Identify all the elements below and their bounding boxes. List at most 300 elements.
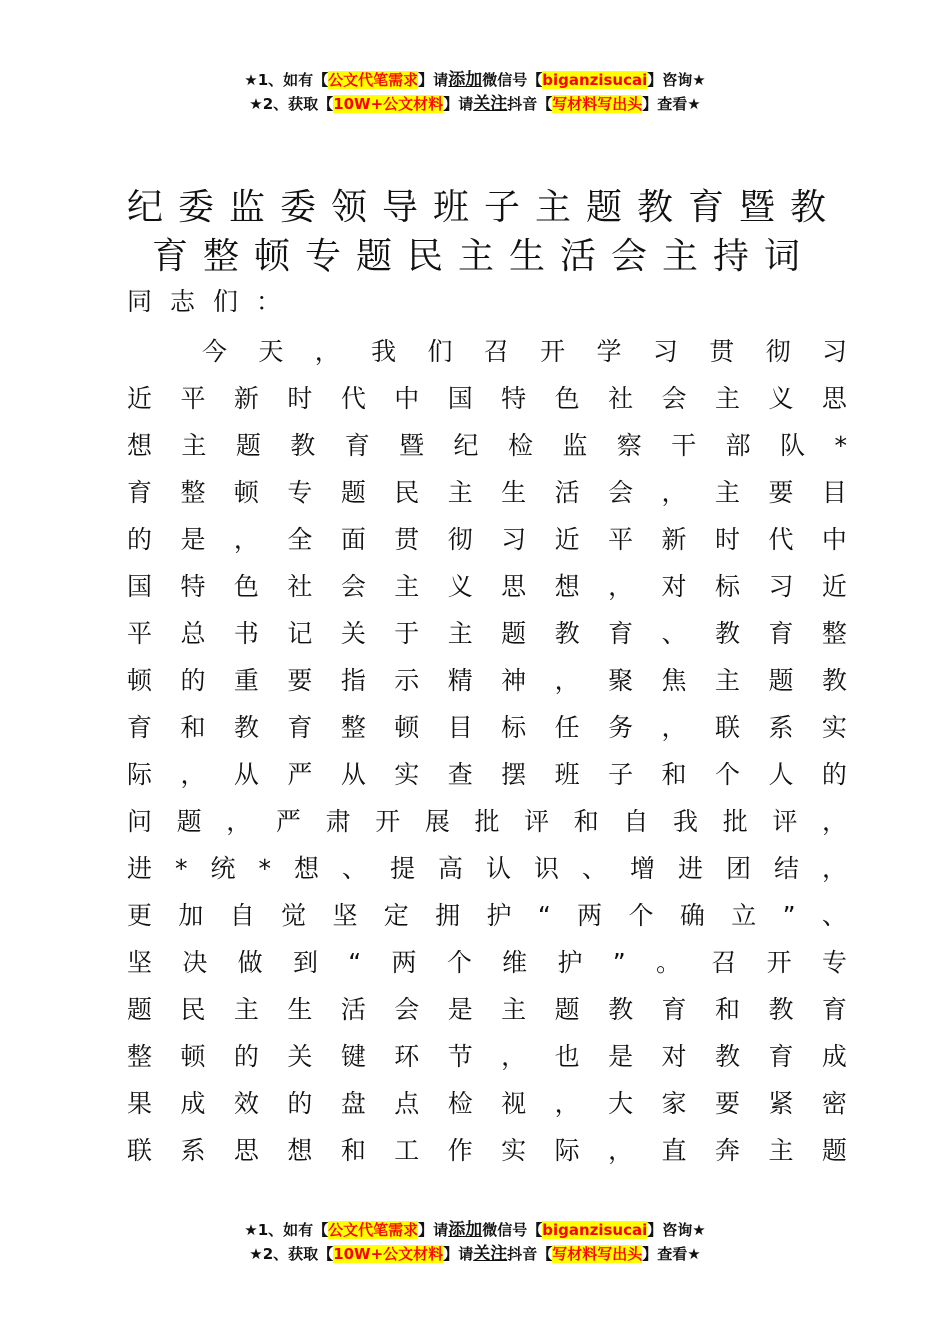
body-char: 和 [340, 1136, 366, 1165]
body-char: 增 [629, 854, 655, 883]
body-char: 召 [483, 337, 509, 366]
banner-text: 】咨询★ [647, 1221, 706, 1239]
body-char: 也 [554, 1042, 580, 1071]
body-char: 整 [340, 713, 366, 742]
body-char: 教 [714, 1042, 740, 1071]
body-char: 评 [772, 807, 798, 836]
body-char: 主 [501, 995, 527, 1024]
body-char: 学 [596, 337, 622, 366]
body-char: 的 [127, 525, 153, 554]
body-char: 部 [725, 431, 751, 460]
body-char: 批 [722, 807, 748, 836]
body-char: 精 [447, 666, 473, 695]
body-char: 义 [447, 572, 473, 601]
body-char: 实 [821, 713, 847, 742]
body-char: 义 [768, 384, 794, 413]
body-char: 教 [233, 713, 259, 742]
body-char: 中 [821, 525, 847, 554]
body-line [127, 375, 847, 422]
body-char: 色 [554, 384, 580, 413]
body-char: 维 [502, 948, 528, 977]
body-char: 平 [127, 619, 153, 648]
body-char: 自 [623, 807, 649, 836]
body-line [127, 657, 847, 704]
body-char: 拥 [435, 901, 461, 930]
body-char: 检 [507, 431, 533, 460]
body-char: 思 [821, 384, 847, 413]
body-char: 想 [287, 1136, 313, 1165]
body-char: “ [537, 901, 551, 930]
body-char: 贯 [394, 525, 420, 554]
body-char: 社 [287, 572, 313, 601]
body-char: 育 [821, 995, 847, 1024]
body-char: * [175, 854, 188, 883]
body-char: 个 [628, 901, 654, 930]
banner-highlight: 公文代笔需求 [328, 71, 419, 89]
banner-underline: 添加 [448, 1220, 483, 1240]
body-char: ， [226, 807, 252, 836]
body-char: 教 [768, 995, 794, 1024]
body-char: 自 [229, 901, 255, 930]
body-line [127, 469, 847, 516]
banner-line-2 [0, 92, 950, 116]
banner-line-1 [0, 68, 950, 92]
body-char: 习 [652, 337, 678, 366]
body-char: 民 [180, 995, 206, 1024]
salutation: 同志们： [127, 287, 300, 316]
body-char: 育 [608, 619, 634, 648]
banner-underline: 关注 [473, 94, 508, 114]
body-char: 教 [714, 619, 740, 648]
body-char: 想 [293, 854, 319, 883]
body-line [127, 751, 847, 798]
body-char: 今 [202, 337, 228, 366]
body-char: * [834, 431, 847, 460]
body-char: 神 [501, 666, 527, 695]
body-char: 指 [340, 666, 366, 695]
banner-text: 】请 [418, 71, 449, 89]
body-char: 系 [768, 713, 794, 742]
body-char: 整 [180, 478, 206, 507]
body-char: 习 [501, 525, 527, 554]
body-char: 教 [290, 431, 316, 460]
body-char: 记 [287, 619, 313, 648]
body-char: 察 [616, 431, 642, 460]
body-char: 顿 [233, 478, 259, 507]
body-char: 主 [714, 478, 740, 507]
body-char: 人 [768, 760, 794, 789]
body-char: 务 [608, 713, 634, 742]
body-char: 展 [424, 807, 450, 836]
body-char: 评 [524, 807, 550, 836]
body-char: 进 [127, 854, 153, 883]
body-char: 摆 [501, 760, 527, 789]
banner-highlight: biganzisucai [542, 1221, 648, 1239]
banner-text: ★1、如有【 [244, 71, 329, 89]
body-char: 们 [427, 337, 453, 366]
body-line [127, 892, 847, 939]
body-char: 于 [394, 619, 420, 648]
body-char: 开 [766, 948, 792, 977]
banner-text: 】请 [443, 1245, 474, 1263]
body-char: 题 [235, 431, 261, 460]
body-char: 会 [608, 478, 634, 507]
body-char: ， [501, 1042, 527, 1071]
body-char: 查 [447, 760, 473, 789]
body-char: 题 [176, 807, 202, 836]
body-char: 和 [714, 995, 740, 1024]
banner-text: 微信号【 [482, 1221, 543, 1239]
body-char: 大 [608, 1089, 634, 1118]
body-char: 育 [287, 713, 313, 742]
body-char: ， [554, 666, 580, 695]
body-char: 护 [486, 901, 512, 930]
body-line [127, 516, 847, 563]
body-char: 教 [554, 619, 580, 648]
banner-highlight: 公文代笔需求 [328, 1221, 419, 1239]
body-char: “ [348, 948, 362, 977]
body-char: 奔 [714, 1136, 740, 1165]
body-line [127, 1127, 847, 1174]
body-char: 盘 [340, 1089, 366, 1118]
body-char: 个 [714, 760, 740, 789]
body-char: 联 [127, 1136, 153, 1165]
body-char: 标 [714, 572, 740, 601]
body-char: 习 [821, 337, 847, 366]
body-char: 识 [533, 854, 559, 883]
body-char: 育 [127, 478, 153, 507]
body-line [127, 845, 847, 892]
body-char: 题 [340, 478, 366, 507]
body-char: 开 [375, 807, 401, 836]
body-char: 际 [554, 1136, 580, 1165]
body-char: 生 [287, 995, 313, 1024]
body-line [127, 563, 847, 610]
body-char: 整 [821, 619, 847, 648]
banner-text: 】请 [443, 95, 474, 113]
body-line [127, 1033, 847, 1080]
body-line [127, 939, 847, 986]
body-char: 新 [661, 525, 687, 554]
body-char: 视 [501, 1089, 527, 1118]
footer-banner [0, 1218, 950, 1266]
body-char: 专 [821, 948, 847, 977]
body-char: 会 [661, 384, 687, 413]
body-char: 统 [210, 854, 236, 883]
body-char: 干 [671, 431, 697, 460]
body-char: ， [661, 713, 687, 742]
banner-text: 抖音【 [507, 1245, 553, 1263]
banner-text: 抖音【 [507, 95, 553, 113]
body-char: 主 [394, 572, 420, 601]
document-title-line-2: 育整顿专题民主生活会主持词 [152, 236, 816, 277]
body-char: 和 [573, 807, 599, 836]
body-char: 示 [394, 666, 420, 695]
body-char: 目 [821, 478, 847, 507]
body-char: 是 [180, 525, 206, 554]
body-char: 目 [447, 713, 473, 742]
body-char: 肃 [325, 807, 351, 836]
body-char: 彻 [765, 337, 791, 366]
body-char: 觉 [281, 901, 307, 930]
document-title-line-1: 纪委监委领导班子主题教育暨教 [127, 187, 842, 228]
banner-line-1 [0, 1218, 950, 1242]
body-char: 是 [608, 1042, 634, 1071]
body-char: 天 [258, 337, 284, 366]
body-char: 中 [394, 384, 420, 413]
body-char: 的 [287, 1089, 313, 1118]
body-char: 键 [340, 1042, 366, 1071]
body-char: 想 [554, 572, 580, 601]
body-line [127, 986, 847, 1033]
body-char: ， [821, 854, 847, 883]
body-char: 队 [780, 431, 806, 460]
body-char: 我 [371, 337, 397, 366]
body-char: ， [608, 572, 634, 601]
body-char: 高 [437, 854, 463, 883]
body-char: ， [314, 337, 340, 366]
banner-line-2 [0, 1242, 950, 1266]
body-char: 团 [725, 854, 751, 883]
body-char: 关 [287, 1042, 313, 1071]
body-char: 效 [233, 1089, 259, 1118]
body-char: 关 [340, 619, 366, 648]
body-char: 批 [474, 807, 500, 836]
body-char: 题 [501, 619, 527, 648]
body-char: 开 [540, 337, 566, 366]
body-char: 题 [768, 666, 794, 695]
body-char: 要 [768, 478, 794, 507]
body-char: 从 [340, 760, 366, 789]
banner-highlight: 10W+公文材料 [333, 95, 444, 113]
body-char: 检 [447, 1089, 473, 1118]
body-char: 思 [233, 1136, 259, 1165]
banner-text: 】查看★ [642, 1245, 701, 1263]
body-char: 特 [501, 384, 527, 413]
body-char: 的 [821, 760, 847, 789]
body-char: 的 [233, 1042, 259, 1071]
body-char: 决 [182, 948, 208, 977]
body-char: ” [612, 948, 626, 977]
body-char: 点 [394, 1089, 420, 1118]
body-char: 坚 [332, 901, 358, 930]
body-char: 家 [661, 1089, 687, 1118]
body-char: 思 [501, 572, 527, 601]
banner-text: 】请 [418, 1221, 449, 1239]
body-char: ， [554, 1089, 580, 1118]
body-char: 、 [581, 854, 607, 883]
body-char: 焦 [661, 666, 687, 695]
body-char: 活 [554, 478, 580, 507]
body-char: 专 [287, 478, 313, 507]
body-char: 彻 [447, 525, 473, 554]
body-char: 密 [821, 1089, 847, 1118]
body-char: 主 [233, 995, 259, 1024]
body-char: 全 [287, 525, 313, 554]
body-char: 是 [447, 995, 473, 1024]
body-char: 个 [446, 948, 472, 977]
body-char: 社 [608, 384, 634, 413]
body-char: 会 [340, 572, 366, 601]
body-char: 顿 [394, 713, 420, 742]
body-char: 和 [180, 713, 206, 742]
body-char: 顿 [180, 1042, 206, 1071]
body-char: 提 [389, 854, 415, 883]
body-char: ， [821, 807, 847, 836]
body-char: 整 [127, 1042, 153, 1071]
body-char: 系 [180, 1136, 206, 1165]
body-char: 从 [233, 760, 259, 789]
body-char: 作 [447, 1136, 473, 1165]
body-char: 育 [344, 431, 370, 460]
banner-highlight: 10W+公文材料 [333, 1245, 444, 1263]
body-char: ， [608, 1136, 634, 1165]
body-char: 育 [768, 619, 794, 648]
body-char: 立 [731, 901, 757, 930]
body-char: 总 [180, 619, 206, 648]
body-line [127, 798, 847, 845]
body-char: 实 [501, 1136, 527, 1165]
body-char: 时 [287, 384, 313, 413]
body-char: 育 [768, 1042, 794, 1071]
body-char: ， [661, 478, 687, 507]
body-line [127, 704, 847, 751]
body-char: 新 [233, 384, 259, 413]
body-line [127, 610, 847, 657]
body-char: 要 [714, 1089, 740, 1118]
body-char: 色 [233, 572, 259, 601]
body-char: 暨 [399, 431, 425, 460]
banner-text: ★2、获取【 [249, 95, 334, 113]
body-char: 主 [714, 384, 740, 413]
body-char: 果 [127, 1089, 153, 1118]
body-char: 更 [127, 901, 153, 930]
body-char: 时 [714, 525, 740, 554]
body-char: 子 [608, 760, 634, 789]
body-char: 会 [394, 995, 420, 1024]
body-char: 和 [661, 760, 687, 789]
body-char: 近 [554, 525, 580, 554]
body-char: 国 [127, 572, 153, 601]
body-char: 活 [340, 995, 366, 1024]
body-char: 成 [180, 1089, 206, 1118]
body-char: 国 [447, 384, 473, 413]
body-char: ” [782, 901, 796, 930]
body-char: 纪 [453, 431, 479, 460]
banner-text: ★2、获取【 [249, 1245, 334, 1263]
body-line [127, 422, 847, 469]
body-char: 定 [383, 901, 409, 930]
body-char: 严 [275, 807, 301, 836]
body-char: 民 [394, 478, 420, 507]
body-line [127, 328, 847, 375]
body-char: 班 [554, 760, 580, 789]
body-char: 主 [714, 666, 740, 695]
body-char: 想 [127, 431, 153, 460]
body-char: 育 [661, 995, 687, 1024]
body-char: 、 [341, 854, 367, 883]
banner-text: ★1、如有【 [244, 1221, 329, 1239]
body-char: 主 [181, 431, 207, 460]
body-char: 书 [233, 619, 259, 648]
body-char: 重 [233, 666, 259, 695]
body-char: 主 [768, 1136, 794, 1165]
body-char: 、 [821, 901, 847, 930]
body-char: 教 [821, 666, 847, 695]
body-char: 到 [292, 948, 318, 977]
body-char: 、 [661, 619, 687, 648]
body-char: 聚 [608, 666, 634, 695]
body-char: 平 [180, 384, 206, 413]
body-char: 题 [127, 995, 153, 1024]
body-text [127, 328, 847, 1174]
body-char: 教 [608, 995, 634, 1024]
banner-highlight: 写材料写出头 [552, 1245, 643, 1263]
body-char: 特 [180, 572, 206, 601]
body-char: 对 [661, 1042, 687, 1071]
body-char: 联 [714, 713, 740, 742]
body-char: 结 [773, 854, 799, 883]
body-char: 近 [821, 572, 847, 601]
body-char: 问 [127, 807, 153, 836]
body-char: 对 [661, 572, 687, 601]
banner-highlight: 写材料写出头 [552, 95, 643, 113]
body-char: 代 [340, 384, 366, 413]
body-char: 环 [394, 1042, 420, 1071]
body-char: 面 [340, 525, 366, 554]
body-char: 标 [501, 713, 527, 742]
body-char: 顿 [127, 666, 153, 695]
banner-underline: 添加 [448, 70, 483, 90]
banner-text: 微信号【 [482, 71, 543, 89]
body-char: 习 [768, 572, 794, 601]
body-char: 直 [661, 1136, 687, 1165]
body-line [127, 1080, 847, 1127]
body-char: 主 [447, 478, 473, 507]
body-char: ， [233, 525, 259, 554]
body-char: 代 [768, 525, 794, 554]
banner-text: 】咨询★ [647, 71, 706, 89]
body-char: 护 [557, 948, 583, 977]
body-char: 成 [821, 1042, 847, 1071]
body-char: 生 [501, 478, 527, 507]
body-char: 际 [127, 760, 153, 789]
banner-highlight: biganzisucai [542, 71, 648, 89]
body-char: 育 [127, 713, 153, 742]
body-char: 题 [554, 995, 580, 1024]
body-char: 紧 [768, 1089, 794, 1118]
body-char: * [258, 854, 271, 883]
body-char: ， [180, 760, 206, 789]
banner-text: 】查看★ [642, 95, 701, 113]
body-char: 召 [711, 948, 737, 977]
body-char: 监 [562, 431, 588, 460]
body-char: 严 [287, 760, 313, 789]
body-char: 。 [656, 948, 682, 977]
body-char: 确 [679, 901, 705, 930]
body-char: 进 [677, 854, 703, 883]
body-char: 坚 [127, 948, 153, 977]
body-char: 题 [821, 1136, 847, 1165]
body-char: 做 [237, 948, 263, 977]
body-char: 任 [554, 713, 580, 742]
body-char: 主 [447, 619, 473, 648]
body-char: 要 [287, 666, 313, 695]
body-char: 的 [180, 666, 206, 695]
body-char: 加 [178, 901, 204, 930]
body-char: 两 [577, 901, 603, 930]
body-char: 认 [485, 854, 511, 883]
